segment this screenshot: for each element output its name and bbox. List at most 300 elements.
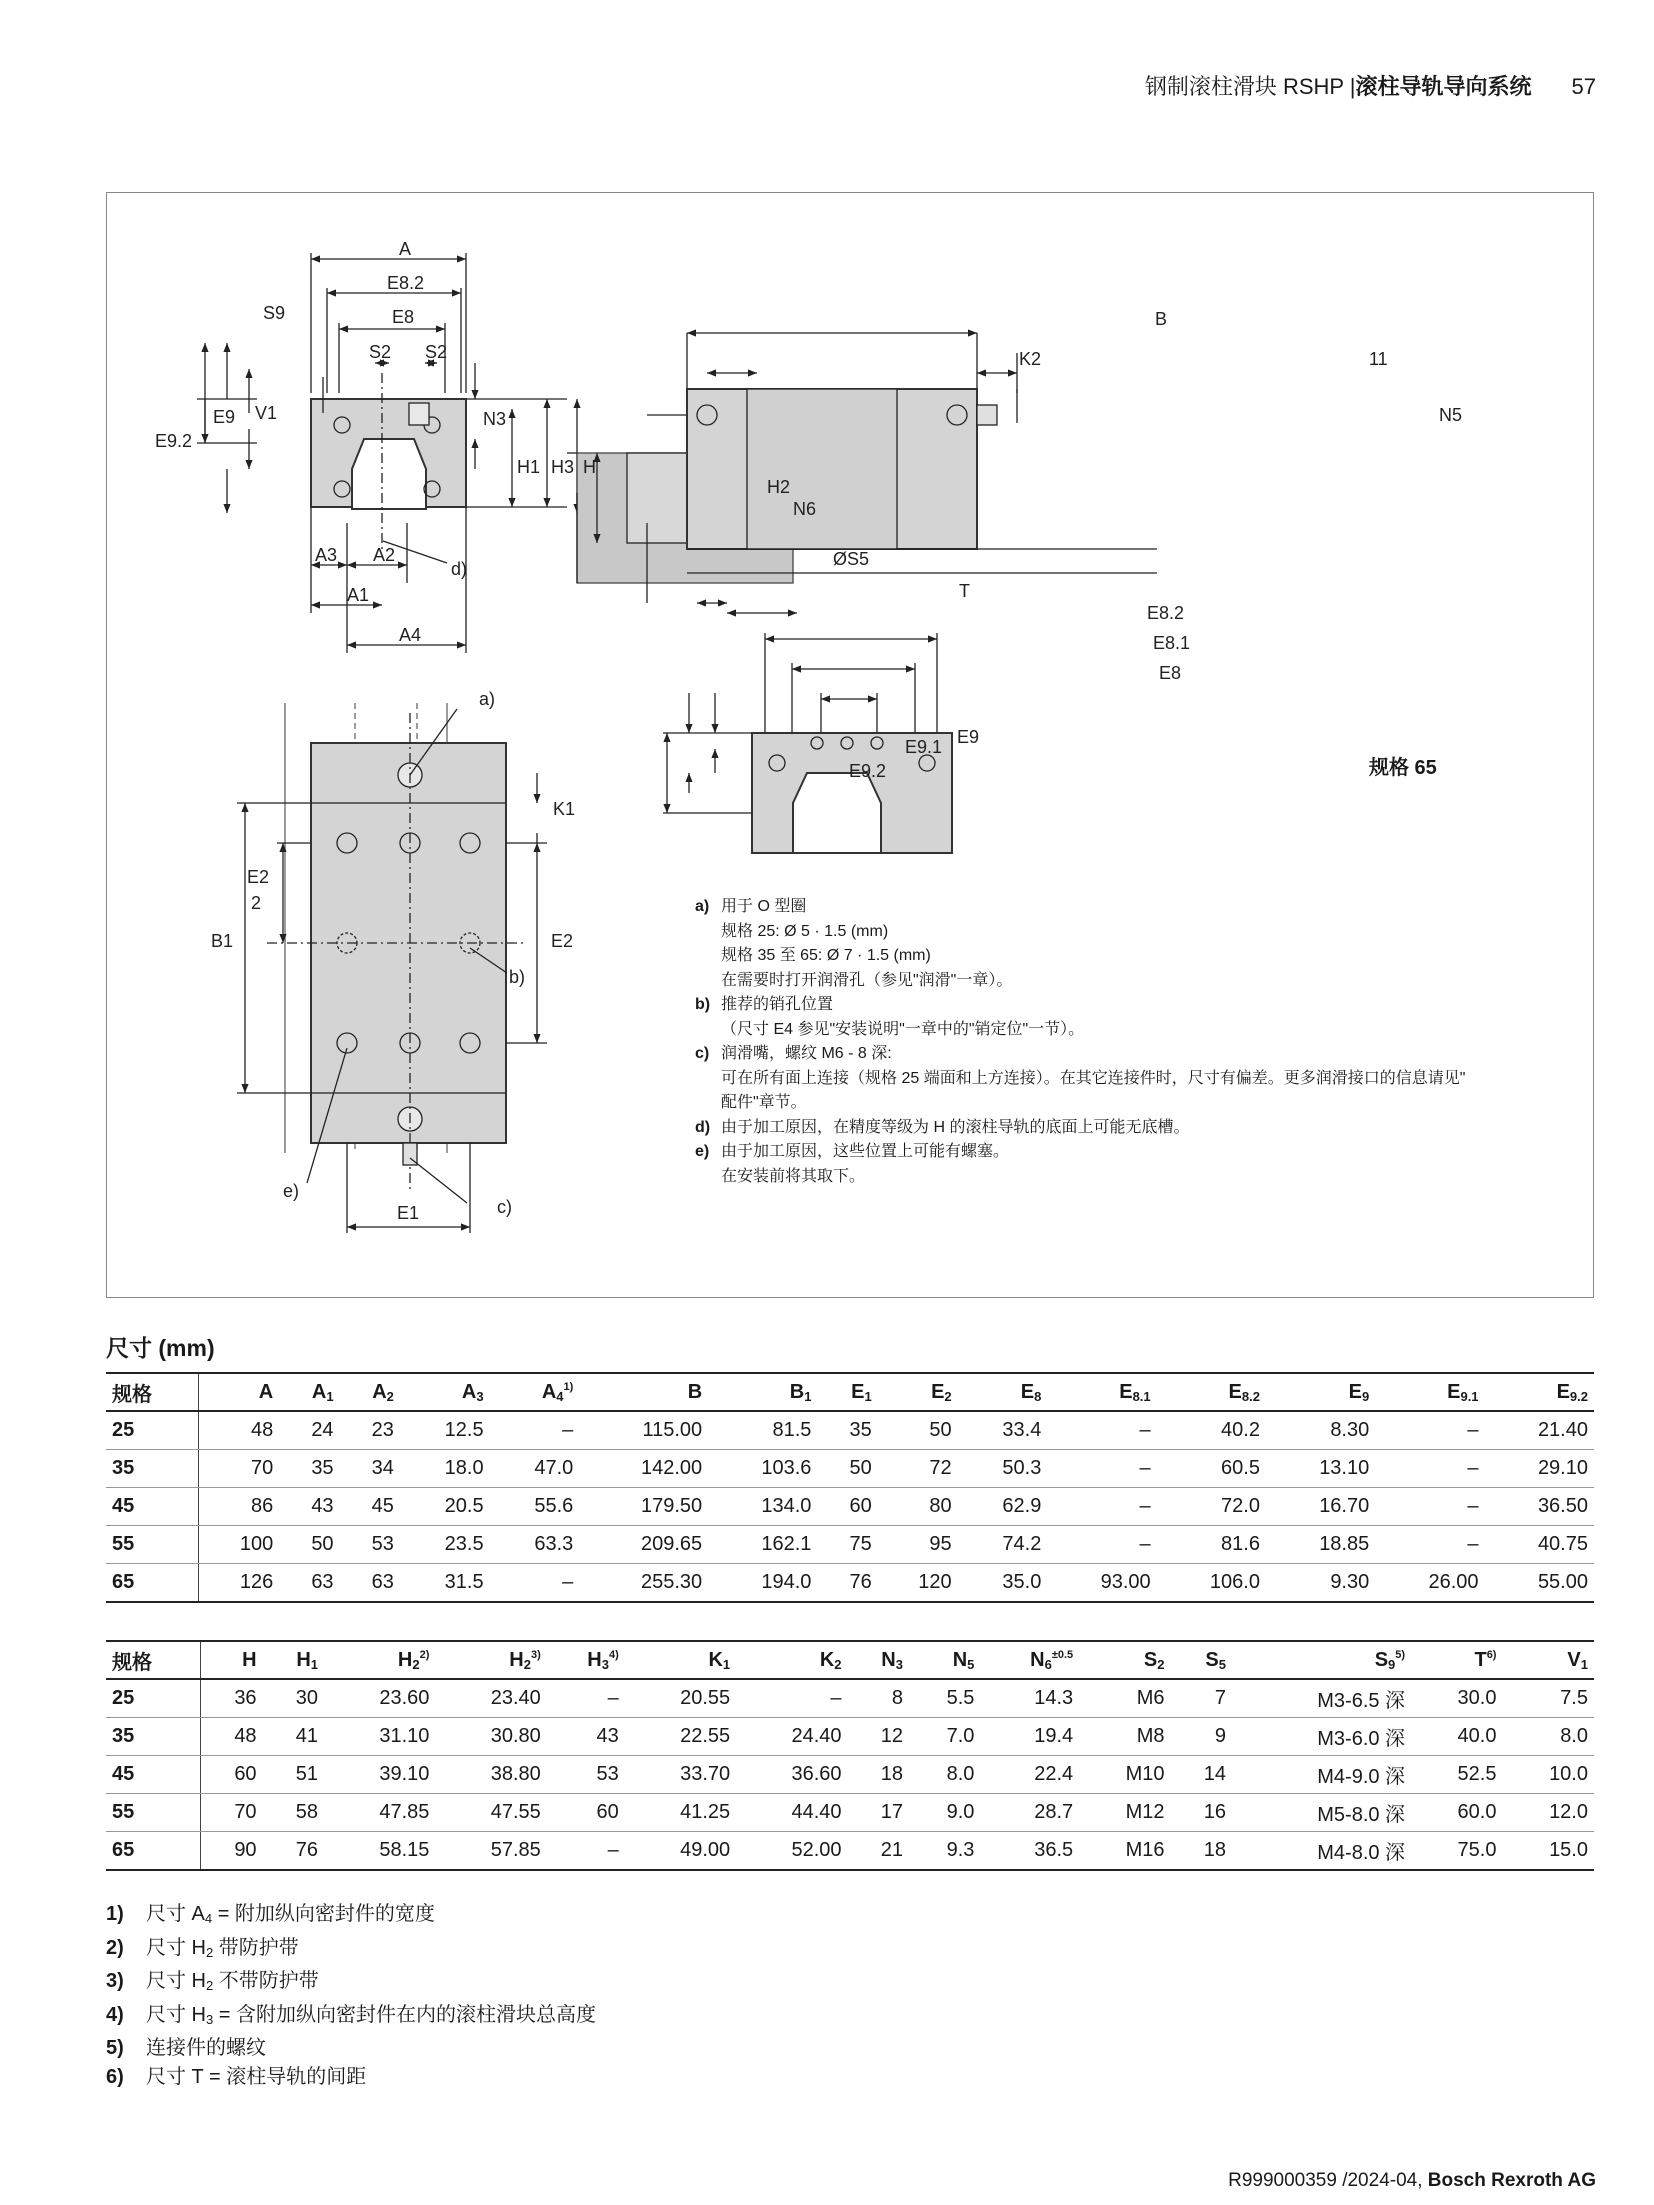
table-cell: – xyxy=(1047,1488,1156,1526)
header-sub: 5 xyxy=(1218,1656,1226,1672)
footnote-number: 3) xyxy=(106,1970,124,1992)
header-sub: 5 xyxy=(967,1656,975,1672)
footnote-text: 尺寸 H xyxy=(146,2003,206,2026)
footnote-item xyxy=(106,1934,596,1968)
note-text: 用于 O 型圈 xyxy=(721,898,807,915)
table-cell: M10 xyxy=(1079,1756,1170,1794)
note-text: 规格 25: Ø 5 · 1.5 (mm) xyxy=(721,922,889,940)
table-cell: 57.85 xyxy=(435,1832,546,1871)
footnote-number: 2) xyxy=(106,1936,124,1959)
table-cell: 55.00 xyxy=(1485,1564,1594,1603)
header-sub: 2 xyxy=(523,1656,531,1672)
table-cell: 12.0 xyxy=(1502,1794,1594,1832)
dim-H2: H2 xyxy=(767,477,791,497)
header-sub: 6 xyxy=(1044,1656,1052,1672)
table-cell: 40.0 xyxy=(1411,1718,1502,1756)
table-cell: M4-9.0 深 xyxy=(1232,1756,1411,1794)
column-header xyxy=(708,1373,817,1411)
dim-E8-65: E8 xyxy=(1159,663,1182,683)
table-cell: 43 xyxy=(547,1718,625,1756)
table-cell: 20.5 xyxy=(400,1488,490,1526)
table-cell: 25 xyxy=(106,1411,198,1450)
header-main: H xyxy=(296,1648,311,1671)
table-cell: – xyxy=(1375,1488,1484,1526)
dim-E81-65: E8.1 xyxy=(1153,633,1191,653)
table-cell: 100 xyxy=(198,1526,279,1564)
table-cell: 49.00 xyxy=(625,1832,736,1871)
table-cell: 179.50 xyxy=(579,1488,708,1526)
header-main: N xyxy=(952,1648,968,1671)
table-cell: 58 xyxy=(263,1794,324,1832)
table-cell: 62.9 xyxy=(958,1488,1048,1526)
page-footer xyxy=(1000,2170,1596,2192)
table-cell: 76 xyxy=(817,1564,877,1603)
dimensions-table-1 xyxy=(106,1372,1594,1603)
dim-S2-left: S2 xyxy=(369,342,392,362)
note-line xyxy=(695,1140,1595,1165)
note-text: 润滑嘴，螺纹 M6 - 8 深: xyxy=(721,1045,892,1062)
table-cell: 51 xyxy=(263,1756,324,1794)
dim-H3: H3 xyxy=(551,457,575,477)
table-cell: 60.5 xyxy=(1157,1450,1266,1488)
table-cell: 18 xyxy=(1171,1832,1232,1871)
header-sub: 1 xyxy=(864,1388,872,1404)
footnote-text: 尺寸 T = 滚柱导轨的间距 xyxy=(146,2065,367,2088)
footnote-item xyxy=(106,1967,596,2001)
note-line xyxy=(695,1116,1595,1141)
table-cell: – xyxy=(1375,1411,1484,1450)
header-main: N xyxy=(881,1648,896,1671)
table-cell: 21 xyxy=(848,1832,909,1871)
note-line xyxy=(695,1067,1595,1092)
table-cell: 50 xyxy=(279,1526,339,1564)
dim-A1: A1 xyxy=(347,585,370,605)
table-cell: 52.00 xyxy=(736,1832,847,1871)
dim-S9: S9 xyxy=(263,303,286,323)
table-cell: 75 xyxy=(817,1526,877,1564)
header-sup: 3) xyxy=(530,1648,541,1661)
table-cell: 10.0 xyxy=(1502,1756,1594,1794)
header-sub: 1 xyxy=(804,1388,812,1404)
table-cell: 106.0 xyxy=(1157,1564,1266,1603)
table-row xyxy=(106,1756,1594,1794)
header-main: A xyxy=(372,1380,387,1403)
footnote-sub: 2 xyxy=(206,1978,214,1993)
column-header xyxy=(1047,1373,1156,1411)
column-header xyxy=(324,1641,435,1679)
dim-E2: E2 xyxy=(551,931,574,951)
dim-B1: B1 xyxy=(211,931,234,951)
footnote-text-post: = 含附加纵向密封件在内的滚柱滑块总高度 xyxy=(213,2003,597,2026)
dim-E2-half-denominator: 2 xyxy=(251,893,262,913)
footer-brand: Bosch Rexroth AG xyxy=(1427,2170,1596,2191)
table-cell: 63 xyxy=(279,1564,339,1603)
note-text: 可在所有面上连接（规格 25 端面和上方连接）。在其它连接件时，尺寸有偏差。更多润滑接口的信息请见" xyxy=(721,1069,1466,1087)
side-view xyxy=(567,333,1157,613)
note-line xyxy=(695,1091,1595,1116)
note-text: 由于加工原因，在精度等级为 H 的滚柱导轨的底面上可能无底槽。 xyxy=(721,1118,1190,1136)
note-line xyxy=(695,1042,1595,1067)
table-cell: 9 xyxy=(1171,1718,1232,1756)
header-main: A xyxy=(258,1380,274,1403)
footer-doc-ref: R999000359 /2024-04, xyxy=(1228,2170,1428,2191)
footnote-number: 1) xyxy=(106,1903,124,1925)
table-cell: M16 xyxy=(1079,1832,1170,1871)
header-main: E xyxy=(1119,1380,1133,1403)
table-cell: 31.10 xyxy=(324,1718,435,1756)
table-cell: 23.5 xyxy=(400,1526,490,1564)
table-cell: 25 xyxy=(106,1679,200,1718)
table-cell: 16.70 xyxy=(1266,1488,1375,1526)
table-cell: M12 xyxy=(1079,1794,1170,1832)
table-cell: 63 xyxy=(340,1564,400,1603)
header-title-prefix: 钢制滚柱滑块 RSHP | xyxy=(1144,74,1356,99)
column-header xyxy=(958,1373,1048,1411)
header-sub: 2 xyxy=(834,1656,842,1672)
table-cell: 103.6 xyxy=(708,1450,817,1488)
header-sub: 2 xyxy=(386,1388,394,1404)
column-header xyxy=(1079,1641,1170,1679)
table-cell: M4-8.0 深 xyxy=(1232,1832,1411,1871)
footnote-number: 4) xyxy=(106,2003,124,2026)
note-line xyxy=(695,944,1595,969)
table-cell: 8.0 xyxy=(909,1756,980,1794)
note-text: 规格 35 至 65: Ø 7 · 1.5 (mm) xyxy=(721,947,931,964)
dim-K2: K2 xyxy=(1019,349,1042,369)
header-main: H xyxy=(587,1648,602,1671)
table-cell: 45 xyxy=(106,1756,200,1794)
table-cell: 23.60 xyxy=(324,1679,435,1718)
table-cell: 38.80 xyxy=(435,1756,546,1794)
table-cell: 34 xyxy=(340,1450,400,1488)
dim-E82-65: E8.2 xyxy=(1147,603,1185,623)
table-cell: 7.0 xyxy=(909,1718,980,1756)
header-sub: 9 xyxy=(1388,1656,1396,1672)
dim-E8: E8 xyxy=(392,307,415,327)
table-cell: 80 xyxy=(878,1488,958,1526)
table-cell: 16 xyxy=(1171,1794,1232,1832)
table-cell: 60 xyxy=(817,1488,877,1526)
table-cell: 70 xyxy=(200,1794,262,1832)
table-cell: 13.10 xyxy=(1266,1450,1375,1488)
table-cell: 9.0 xyxy=(909,1794,980,1832)
dim-S5: ØS5 xyxy=(833,549,870,569)
table-cell: M3-6.0 深 xyxy=(1232,1718,1411,1756)
header-main: A xyxy=(311,1380,327,1403)
header-main: N xyxy=(1030,1648,1045,1671)
table-cell: 40.2 xyxy=(1157,1411,1266,1450)
header-sub: 1 xyxy=(722,1656,731,1672)
table-cell: 48 xyxy=(198,1411,279,1450)
table-cell: M3-6.5 深 xyxy=(1232,1679,1411,1718)
table-cell: 14 xyxy=(1171,1756,1232,1794)
note-text: （尺寸 E4 参见"安装说明"一章中的"销定位"一节）。 xyxy=(721,1020,1085,1038)
note-line xyxy=(695,895,1595,920)
table-cell: 126 xyxy=(198,1564,279,1603)
table-cell: – xyxy=(490,1411,580,1450)
table-cell: 55 xyxy=(106,1794,200,1832)
table-cell: 39.10 xyxy=(324,1756,435,1794)
table-cell: 23 xyxy=(340,1411,400,1450)
header-sub: 9.2 xyxy=(1569,1388,1588,1404)
table-cell: 60 xyxy=(200,1756,262,1794)
header-main: E xyxy=(851,1380,865,1403)
dim-N3: N3 xyxy=(483,409,507,429)
table-cell: 9.3 xyxy=(909,1832,980,1871)
header-main: E xyxy=(1020,1380,1035,1403)
header-main: B xyxy=(789,1380,805,1403)
header-sub: 1 xyxy=(1580,1656,1588,1672)
column-header xyxy=(878,1373,958,1411)
table-cell: 53 xyxy=(547,1756,625,1794)
table-row xyxy=(106,1718,1594,1756)
dim-E92-65: E9.2 xyxy=(849,761,887,781)
dim-A3: A3 xyxy=(315,545,338,565)
table-cell: 7.5 xyxy=(1502,1679,1594,1718)
footnote-text: 尺寸 H xyxy=(146,1970,206,1992)
table-cell: 41 xyxy=(263,1718,324,1756)
footnote-number: 6) xyxy=(106,2065,124,2088)
note-line xyxy=(695,969,1595,994)
note-label: a) xyxy=(695,898,710,915)
header-main: T xyxy=(1474,1648,1487,1671)
table-cell: – xyxy=(547,1679,625,1718)
dim-E1: E1 xyxy=(397,1203,420,1223)
column-header xyxy=(198,1373,279,1411)
header-sub: 9 xyxy=(1362,1388,1370,1404)
column-header xyxy=(1171,1641,1232,1679)
table-cell: 142.00 xyxy=(579,1450,708,1488)
note-text: 推荐的销孔位置 xyxy=(721,996,834,1013)
table-cell: M5-8.0 深 xyxy=(1232,1794,1411,1832)
column-header xyxy=(106,1373,198,1411)
header-main: B xyxy=(687,1380,703,1403)
table-cell: 23.40 xyxy=(435,1679,546,1718)
footnote-sub: 4 xyxy=(204,1911,213,1926)
note-text: 在需要时打开润滑孔（参见"润滑"一章）。 xyxy=(721,971,1013,989)
footnote-text-post: 不带防护带 xyxy=(213,1970,319,1992)
table-cell: 194.0 xyxy=(708,1564,817,1603)
header-main: S xyxy=(1143,1648,1158,1671)
note-ref-d: d) xyxy=(451,559,468,579)
table-cell: – xyxy=(1047,1526,1156,1564)
column-header xyxy=(579,1373,708,1411)
footnote-text: 尺寸 A xyxy=(146,1903,205,1925)
footnote-item xyxy=(106,2063,596,2092)
column-header xyxy=(200,1641,262,1679)
table-cell: 24 xyxy=(279,1411,339,1450)
table-cell: 28.7 xyxy=(980,1794,1079,1832)
table-cell: 55 xyxy=(106,1526,198,1564)
column-header xyxy=(736,1641,847,1679)
header-main: A xyxy=(461,1380,477,1403)
dim-H1: H1 xyxy=(517,457,541,477)
table-cell: M8 xyxy=(1079,1718,1170,1756)
header-sup: ±0.5 xyxy=(1051,1648,1074,1661)
header-sub: 2 xyxy=(944,1388,952,1404)
table-cell: 8.30 xyxy=(1266,1411,1375,1450)
table2-header-row xyxy=(106,1641,1594,1679)
note-text: 在安装前将其取下。 xyxy=(721,1167,866,1185)
header-sup: 4) xyxy=(608,1648,619,1661)
header-sub: 2 xyxy=(412,1656,420,1672)
table-cell: 74.2 xyxy=(958,1526,1048,1564)
table-cell: 63.3 xyxy=(490,1526,580,1564)
page-number: 57 xyxy=(1571,74,1596,99)
table-cell: – xyxy=(1375,1526,1484,1564)
header-main: V xyxy=(1567,1648,1581,1671)
column-header xyxy=(1266,1373,1375,1411)
table-cell: 50.3 xyxy=(958,1450,1048,1488)
table-cell: 21.40 xyxy=(1485,1411,1594,1450)
dim-E2-half: E2 xyxy=(247,867,270,887)
table-cell: – xyxy=(1375,1450,1484,1488)
header-sub: 3 xyxy=(601,1656,609,1672)
note-ref-a: a) xyxy=(479,689,496,709)
dim-A4: A4 xyxy=(399,625,422,645)
table-cell: 19.4 xyxy=(980,1718,1079,1756)
figure-notes xyxy=(695,895,1595,1189)
footnote-text: 连接件的螺纹 xyxy=(146,2037,266,2059)
table-cell: 36.50 xyxy=(1485,1488,1594,1526)
table-cell: 45 xyxy=(106,1488,198,1526)
dim-S2-right: S2 xyxy=(425,342,448,362)
table-row xyxy=(106,1564,1594,1603)
column-header xyxy=(909,1641,980,1679)
note-line xyxy=(695,1018,1595,1043)
table-cell: 43 xyxy=(279,1488,339,1526)
table-row xyxy=(106,1488,1594,1526)
column-header xyxy=(1375,1373,1484,1411)
note-label: d) xyxy=(695,1118,711,1136)
header-main: E xyxy=(1556,1380,1570,1403)
dimensions-table-2 xyxy=(106,1640,1594,1871)
dim-A: A xyxy=(399,239,412,259)
table-cell: 60 xyxy=(547,1794,625,1832)
table-cell: 41.25 xyxy=(625,1794,736,1832)
table-cell: 36.5 xyxy=(980,1832,1079,1871)
table-cell: 15.0 xyxy=(1502,1832,1594,1871)
dim-A2: A2 xyxy=(373,545,396,565)
table-cell: 8.0 xyxy=(1502,1718,1594,1756)
table-cell: 76 xyxy=(263,1832,324,1871)
header-sup: 5) xyxy=(1395,1648,1406,1661)
footnote-sub: 2 xyxy=(206,1944,214,1960)
note-ref-e: e) xyxy=(283,1181,300,1201)
table-cell: 58.15 xyxy=(324,1832,435,1871)
table-cell: 47.85 xyxy=(324,1794,435,1832)
table-cell: – xyxy=(547,1832,625,1871)
table-cell: 18.85 xyxy=(1266,1526,1375,1564)
table-cell: 20.55 xyxy=(625,1679,736,1718)
header-sub: 1 xyxy=(310,1656,319,1672)
page-header xyxy=(1000,70,1596,110)
table-cell: 31.5 xyxy=(400,1564,490,1603)
table-cell: 50 xyxy=(878,1411,958,1450)
header-main: 规格 xyxy=(112,1651,152,1674)
header-main: S xyxy=(1374,1648,1389,1671)
dim-H: H xyxy=(583,457,596,477)
column-header xyxy=(1232,1641,1411,1679)
table-row xyxy=(106,1679,1594,1718)
dim-eleven: 11 xyxy=(1369,349,1388,369)
table-cell: 30.80 xyxy=(435,1718,546,1756)
header-sub: 8 xyxy=(1034,1388,1042,1404)
table-cell: 75.0 xyxy=(1411,1832,1502,1871)
note-line xyxy=(695,920,1595,945)
table-cell: 36 xyxy=(200,1679,262,1718)
column-header xyxy=(106,1641,200,1679)
column-header xyxy=(340,1373,400,1411)
note-ref-b: b) xyxy=(509,967,526,987)
footnotes xyxy=(106,1900,596,2091)
header-sup: 1) xyxy=(563,1380,574,1393)
header-sub: 8.1 xyxy=(1132,1388,1151,1404)
header-main: E xyxy=(931,1380,945,1403)
table-cell: 72 xyxy=(878,1450,958,1488)
column-header xyxy=(1502,1641,1594,1679)
footnote-item xyxy=(106,2001,596,2035)
table-cell: 22.4 xyxy=(980,1756,1079,1794)
note-label: b) xyxy=(695,996,711,1013)
technical-drawing-figure xyxy=(106,192,1594,1298)
table-cell: 47.0 xyxy=(490,1450,580,1488)
footnote-number: 5) xyxy=(106,2037,124,2059)
table-cell: 33.4 xyxy=(958,1411,1048,1450)
table-cell: 12.5 xyxy=(400,1411,490,1450)
header-sub: 2 xyxy=(1157,1656,1165,1672)
header-main: E xyxy=(1228,1380,1242,1403)
table-cell: 50 xyxy=(817,1450,877,1488)
table-cell: 14.3 xyxy=(980,1679,1079,1718)
header-main: K xyxy=(819,1648,835,1671)
table-cell: 93.00 xyxy=(1047,1564,1156,1603)
table-cell: M6 xyxy=(1079,1679,1170,1718)
footnote-item xyxy=(106,2034,596,2063)
table-cell: 120 xyxy=(878,1564,958,1603)
header-sub: 3 xyxy=(895,1656,903,1672)
table-cell: 35.0 xyxy=(958,1564,1048,1603)
table-cell: 30 xyxy=(263,1679,324,1718)
table-cell: 53 xyxy=(340,1526,400,1564)
header-title-bold: 滚柱导轨导向系统 xyxy=(1355,74,1532,99)
table-cell: 81.5 xyxy=(708,1411,817,1450)
column-header xyxy=(490,1373,580,1411)
table-cell: 17 xyxy=(848,1794,909,1832)
table-cell: 35 xyxy=(817,1411,877,1450)
table-cell: 40.75 xyxy=(1485,1526,1594,1564)
header-main: E xyxy=(1447,1380,1461,1403)
size-65-label: 规格 65 xyxy=(1369,757,1437,779)
table-cell: 255.30 xyxy=(579,1564,708,1603)
table-row xyxy=(106,1411,1594,1450)
header-main: K xyxy=(708,1648,723,1671)
header-main: E xyxy=(1348,1380,1363,1403)
table-cell: 44.40 xyxy=(736,1794,847,1832)
dim-E92: E9.2 xyxy=(155,431,193,451)
table-cell: 45 xyxy=(340,1488,400,1526)
table-cell: 70 xyxy=(198,1450,279,1488)
dimensions-title: 尺寸 (mm) xyxy=(106,1335,215,1361)
table-cell: 162.1 xyxy=(708,1526,817,1564)
table-row xyxy=(106,1832,1594,1871)
column-header xyxy=(547,1641,625,1679)
table-cell: 134.0 xyxy=(708,1488,817,1526)
header-main: A xyxy=(541,1380,557,1403)
header-sub: 9.1 xyxy=(1460,1388,1479,1404)
column-header xyxy=(400,1373,490,1411)
table-cell: 48 xyxy=(200,1718,262,1756)
